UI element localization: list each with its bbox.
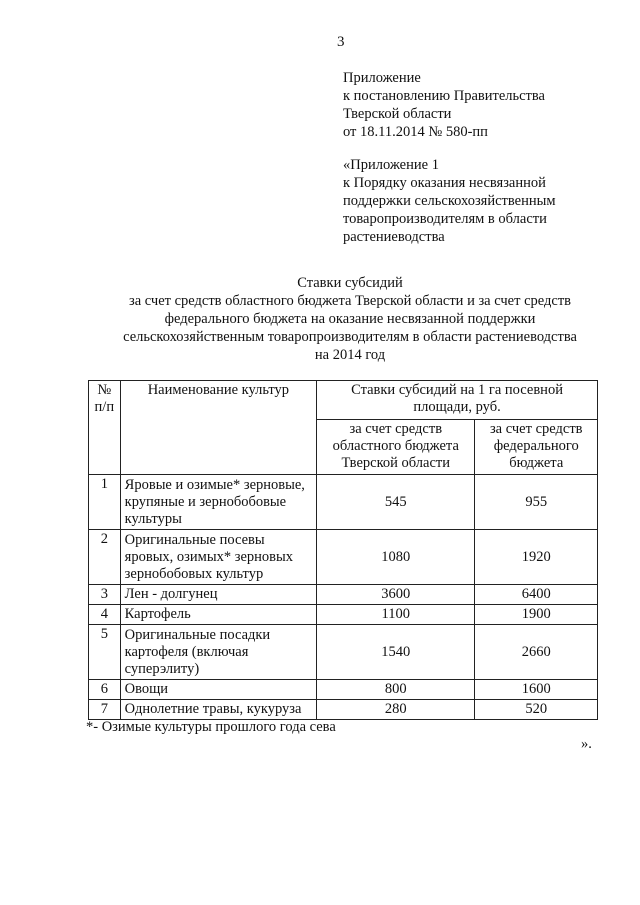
table-row bbox=[89, 475, 598, 530]
table-row bbox=[89, 680, 598, 700]
title-line: за счет средств областного бюджета Тверской области и за счет средств bbox=[128, 293, 572, 309]
row-federal: 1600 bbox=[475, 680, 598, 700]
closing-quote: ». bbox=[581, 736, 592, 752]
appendix-header bbox=[343, 69, 545, 141]
row-num: 5 bbox=[89, 625, 121, 680]
subsidy-rates-table bbox=[88, 380, 598, 720]
page-number: 3 bbox=[337, 34, 345, 50]
row-num: 4 bbox=[89, 605, 121, 625]
row-num: 6 bbox=[89, 680, 121, 700]
table-row bbox=[89, 585, 598, 605]
row-federal: 6400 bbox=[475, 585, 598, 605]
appendix-sub-line: к Порядку оказания несвязанной bbox=[343, 175, 546, 191]
row-regional: 3600 bbox=[317, 585, 475, 605]
row-regional: 1100 bbox=[317, 605, 475, 625]
row-federal: 1900 bbox=[475, 605, 598, 625]
document-title bbox=[60, 274, 640, 364]
row-regional: 1080 bbox=[317, 530, 475, 585]
row-name: Оригинальные посадки картофеля (включая суперэлиту) bbox=[120, 625, 316, 680]
title-line: федерального бюджета на оказание несвязанной поддержки bbox=[164, 311, 536, 327]
table-row bbox=[89, 605, 598, 625]
row-name: Оригинальные посевы яровых, озимых* зерновых зернобобовых культур bbox=[120, 530, 316, 585]
row-name: Однолетние травы, кукуруза bbox=[120, 700, 316, 720]
row-regional: 800 bbox=[317, 680, 475, 700]
appendix-sub-line: растениеводства bbox=[343, 229, 445, 245]
appendix-sub-line: «Приложение 1 bbox=[343, 157, 439, 173]
row-num: 1 bbox=[89, 475, 121, 530]
appendix-header-line: к постановлению Правительства bbox=[343, 88, 545, 104]
header-federal: за счет средств федерального бюджета bbox=[475, 420, 598, 475]
row-name: Овощи bbox=[120, 680, 316, 700]
title-line: сельскохозяйственным товаропроизводителям в области растениеводства bbox=[123, 329, 577, 345]
row-num: 3 bbox=[89, 585, 121, 605]
row-regional: 545 bbox=[317, 475, 475, 530]
appendix-header-line: от 18.11.2014 № 580-пп bbox=[343, 124, 488, 140]
row-num: 2 bbox=[89, 530, 121, 585]
row-name: Яровые и озимые* зерновые, крупяные и зернобобовые культуры bbox=[120, 475, 316, 530]
table-row bbox=[89, 700, 598, 720]
appendix-header-line: Приложение bbox=[343, 70, 421, 86]
row-name: Картофель bbox=[120, 605, 316, 625]
row-num: 7 bbox=[89, 700, 121, 720]
title-line: на 2014 год bbox=[314, 347, 386, 363]
header-num: № п/п bbox=[89, 381, 121, 475]
footnote: *- Озимые культуры прошлого года сева bbox=[86, 719, 336, 735]
row-regional: 280 bbox=[317, 700, 475, 720]
appendix-header-line: Тверской области bbox=[343, 106, 452, 122]
table-row bbox=[89, 625, 598, 680]
header-name: Наименование культур bbox=[120, 381, 316, 475]
row-federal: 955 bbox=[475, 475, 598, 530]
table-header-row bbox=[89, 381, 598, 420]
header-regional: за счет средств областного бюджета Тверской области bbox=[317, 420, 475, 475]
appendix-sub-line: поддержки сельскохозяйственным bbox=[343, 193, 556, 209]
appendix-sub-line: товаропроизводителям в области bbox=[343, 211, 547, 227]
row-federal: 1920 bbox=[475, 530, 598, 585]
row-federal: 2660 bbox=[475, 625, 598, 680]
row-regional: 1540 bbox=[317, 625, 475, 680]
header-rates: Ставки субсидий на 1 га посевной площади, руб. bbox=[317, 381, 598, 420]
appendix-subheader bbox=[343, 156, 556, 246]
title-line: Ставки субсидий bbox=[297, 275, 403, 291]
row-federal: 520 bbox=[475, 700, 598, 720]
table-row bbox=[89, 530, 598, 585]
row-name: Лен - долгунец bbox=[120, 585, 316, 605]
